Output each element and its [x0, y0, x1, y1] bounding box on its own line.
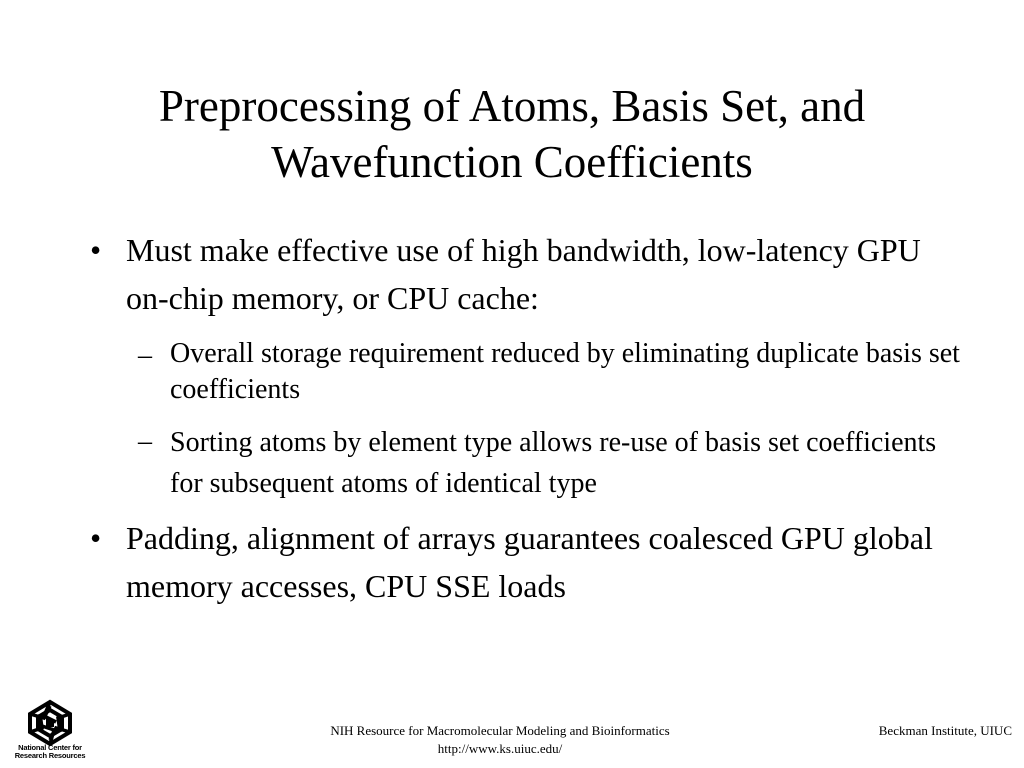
logo-text-line-2: Research Resources — [14, 751, 86, 760]
sub-bullet-marker: – — [138, 426, 152, 457]
sub-bullet-text: Overall storage requirement reduced by eliminating duplicate basis set coefficients — [170, 338, 960, 405]
bullet-marker: • — [90, 232, 102, 268]
footer-institute: Beckman Institute, UIUC — [878, 723, 1012, 738]
logo-text — [12, 744, 88, 760]
footer-resource-name: NIH Resource for Macromolecular Modeling and Bioinformatics — [330, 723, 670, 738]
bullet-text: Padding, alignment of arrays guarantees coalesced GPU global memory accesses, CPU SSE loads — [126, 520, 933, 604]
sub-bullet-marker: – — [138, 340, 152, 371]
logo-text-line-1: National Center for — [18, 743, 82, 752]
footer-center — [300, 722, 700, 758]
bullet-text: Must make effective use of high bandwidth, low-latency GPU on-chip memory, or CPU cache: — [126, 232, 921, 316]
ncrr-logo — [8, 698, 92, 764]
slide-title-line-2: Wavefunction Coefficients — [271, 137, 753, 187]
sub-bullet-text: Sorting atoms by element type allows re-use of basis set coefficients for subsequent atoms of identical type — [170, 427, 937, 499]
footer-url-link[interactable]: http://www.ks.uiuc.edu/ — [437, 741, 563, 756]
bullet-marker: • — [90, 520, 102, 556]
ncrr-logo-icon — [8, 698, 92, 746]
slide-title-line-1: Preprocessing of Atoms, Basis Set, and — [158, 81, 866, 131]
slide-title — [60, 78, 964, 190]
